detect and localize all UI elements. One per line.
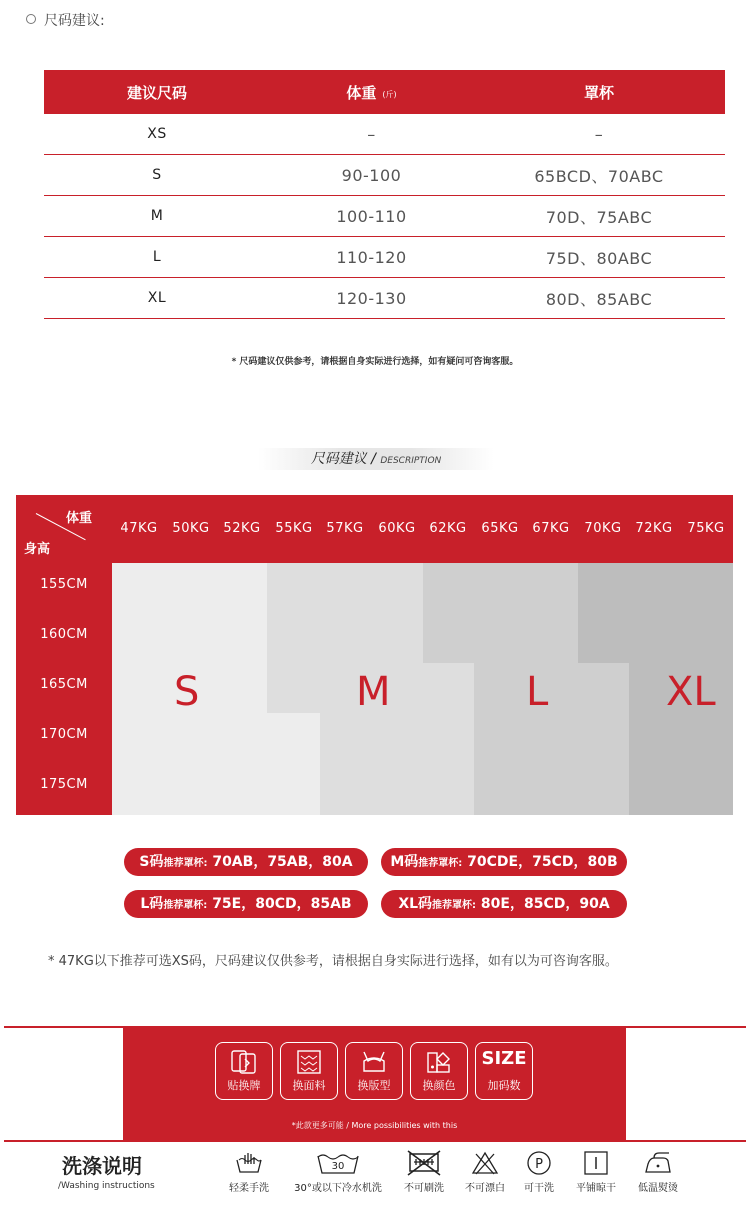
cell-size: XS	[147, 126, 167, 142]
height-row: 170CM	[40, 727, 88, 742]
weight-col: 75KG	[687, 521, 725, 536]
xs-note: * 47KG以下推荐可选XS码，尺码建议仅供参考，请根据自身实际进行选择，如有以为可咨询客服。	[48, 954, 618, 969]
dry-flat-icon	[582, 1150, 610, 1176]
pill-size: XL码	[398, 896, 433, 912]
cell-weight: 120-130	[336, 288, 407, 308]
pill-cups: 75E，80CD，85AB	[212, 896, 352, 912]
cup-pill-l	[124, 890, 368, 918]
wash-temp: 30	[331, 1161, 345, 1172]
cell-cup: 65BCD、70ABC	[534, 166, 664, 186]
zone-label-l: L	[526, 669, 549, 715]
weight-unit: (斤)	[382, 89, 397, 99]
wash-no-bleach	[460, 1150, 510, 1194]
weight-col: 47KG	[120, 521, 158, 536]
service-note: *此款更多可能 / More possibilities with this	[291, 1121, 458, 1130]
wash-label: 不可刷洗	[404, 1183, 444, 1194]
cell-weight: –	[367, 124, 376, 144]
wash-low-iron	[630, 1150, 686, 1194]
table-row	[44, 278, 725, 319]
service-label: 换颜色	[422, 1079, 456, 1092]
weight-col: 62KG	[429, 521, 467, 536]
pill-size: L码	[140, 896, 164, 912]
cell-size: M	[150, 208, 164, 224]
cell-cup: 80D、85ABC	[545, 289, 653, 309]
wash-label: 低温熨烫	[638, 1183, 678, 1194]
pill-cups: 70AB，75AB，80A	[212, 854, 353, 870]
header-cup: 罩杯	[583, 83, 614, 102]
size-grid	[16, 495, 733, 815]
wash-hand	[222, 1150, 276, 1194]
cup-pill-s	[124, 848, 368, 876]
cell-weight: 90-100	[341, 165, 402, 185]
section-title	[26, 10, 105, 30]
bra-pattern-icon	[360, 1049, 388, 1075]
pill-cups: 70CDE，75CD，80B	[467, 854, 618, 870]
service-tag-swap	[215, 1042, 273, 1100]
wash-label: 平铺晾干	[576, 1183, 616, 1194]
height-row: 175CM	[40, 777, 88, 792]
wash-no-brush	[398, 1150, 450, 1194]
tag-swap-icon	[230, 1049, 258, 1075]
pill-mid: 推荐罩杯:	[163, 900, 208, 911]
dry-clean-p-icon	[525, 1150, 553, 1176]
cell-size: XL	[147, 290, 167, 306]
pill-mid: 推荐罩杯:	[163, 858, 208, 869]
header-size: 建议尺码	[126, 83, 187, 102]
grid-weight-header	[16, 495, 733, 563]
divider-bottom	[4, 1140, 746, 1142]
service-label: 加码数	[487, 1079, 521, 1092]
table-row	[44, 196, 725, 237]
description-heading-sep: /	[366, 451, 381, 467]
service-fabric	[280, 1042, 338, 1100]
height-row: 160CM	[40, 627, 88, 642]
table-row	[44, 155, 725, 196]
cell-cup: 75D、80ABC	[545, 248, 653, 268]
corner-weight-label: 体重	[66, 511, 93, 526]
cell-weight: 110-120	[336, 247, 407, 267]
fabric-icon	[295, 1049, 323, 1075]
wash-dry-flat	[570, 1150, 622, 1194]
circle-bullet-icon	[26, 14, 36, 24]
pill-size: S码	[139, 854, 164, 870]
size-table	[44, 70, 725, 319]
wash-label: 30°或以下冷水机洗	[294, 1183, 382, 1194]
weight-col: 65KG	[481, 521, 519, 536]
washing-subtitle: /Washing instructions	[58, 1181, 155, 1191]
weight-col: 72KG	[635, 521, 673, 536]
zone-l	[474, 663, 629, 815]
cup-pill-xl	[381, 890, 627, 918]
corner-height-label: 身高	[24, 542, 51, 557]
no-bleach-icon	[471, 1150, 499, 1176]
hand-wash-icon	[235, 1150, 263, 1176]
service-label: 换版型	[357, 1079, 391, 1092]
wash-label: 不可漂白	[465, 1183, 505, 1194]
wash-machine	[284, 1150, 392, 1194]
grid-height-column	[16, 563, 112, 815]
description-heading-en: DESCRIPTION	[380, 456, 442, 466]
size-icon: SIZE	[481, 1048, 527, 1069]
wash-dry-clean	[518, 1150, 560, 1194]
dry-clean-letter: P	[535, 1157, 543, 1172]
service-banner	[123, 1028, 626, 1140]
description-heading	[258, 448, 494, 470]
color-swatch-icon	[425, 1049, 453, 1075]
washing-title: 洗涤说明	[62, 1154, 142, 1178]
weight-col: 67KG	[532, 521, 570, 536]
cell-cup: –	[594, 124, 604, 144]
weight-col: 70KG	[584, 521, 622, 536]
zone-l	[423, 563, 578, 663]
low-iron-icon	[643, 1150, 673, 1176]
service-size	[475, 1042, 533, 1100]
height-row: 165CM	[40, 677, 88, 692]
header-weight	[270, 70, 473, 114]
zone-label-s: S	[174, 669, 200, 715]
no-brush-icon	[404, 1150, 444, 1176]
wash-label: 轻柔手洗	[229, 1183, 269, 1194]
weight-col: 52KG	[223, 521, 261, 536]
wash-label: 可干洗	[524, 1183, 554, 1194]
description-heading-cn: 尺码建议	[310, 451, 367, 467]
zone-s	[267, 713, 320, 815]
cell-size: S	[152, 167, 162, 183]
pill-mid: 推荐罩杯:	[432, 900, 477, 911]
service-label: 贴换牌	[227, 1079, 261, 1092]
section-title-text: 尺码建议:	[44, 13, 105, 29]
header-weight-text: 体重	[346, 83, 377, 102]
pill-mid: 推荐罩杯:	[418, 858, 463, 869]
zone-label-m: M	[356, 669, 391, 715]
service-label: 换面料	[292, 1079, 326, 1092]
table-row	[44, 237, 725, 278]
weight-col: 50KG	[172, 521, 210, 536]
size-table-note: * 尺码建议仅供参考，请根据自身实际进行选择，如有疑问可咨询客服。	[231, 357, 519, 367]
cell-weight: 100-110	[336, 206, 407, 226]
weight-col: 55KG	[275, 521, 313, 536]
weight-col: 57KG	[326, 521, 364, 536]
service-color	[410, 1042, 468, 1100]
cell-cup: 70D、75ABC	[545, 207, 653, 227]
cup-pill-m	[381, 848, 627, 876]
height-row: 155CM	[40, 577, 88, 592]
pill-size: M码	[390, 854, 419, 870]
pill-cups: 80E，85CD，90A	[480, 896, 610, 912]
zone-m	[267, 563, 423, 663]
table-row	[44, 114, 725, 155]
zone-label-xl: XL	[666, 669, 716, 715]
size-table-header	[44, 70, 725, 114]
zone-m	[320, 713, 474, 815]
service-pattern	[345, 1042, 403, 1100]
cell-size: L	[152, 249, 162, 265]
weight-col: 60KG	[378, 521, 416, 536]
machine-wash-30-icon	[315, 1150, 361, 1176]
